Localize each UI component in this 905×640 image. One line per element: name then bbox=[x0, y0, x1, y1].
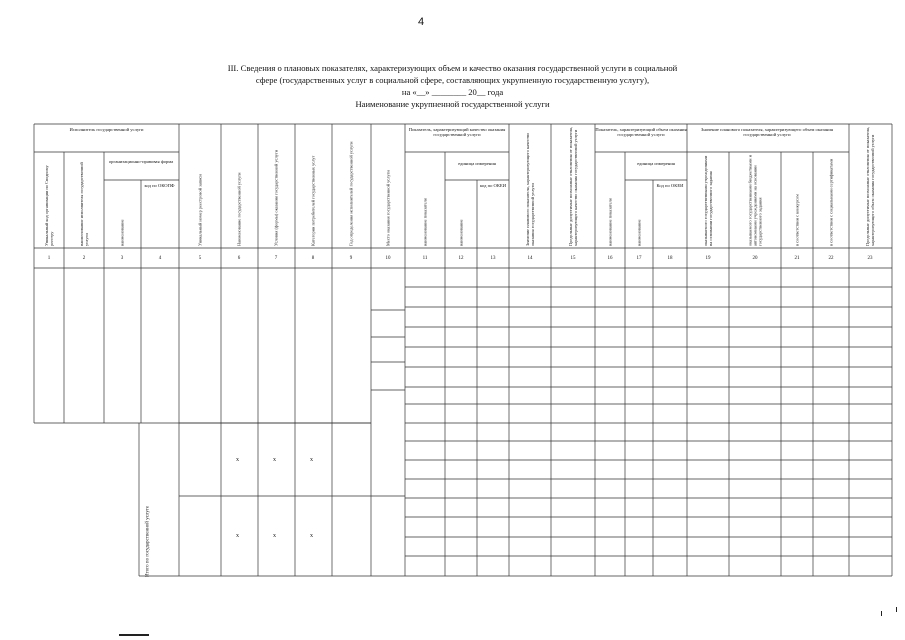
col19-header: оказываемого государственными учреждениями на основании государственного задания bbox=[703, 155, 713, 246]
col-number-22: 22 bbox=[828, 256, 834, 261]
page-number: 4 bbox=[418, 16, 425, 28]
unit-quality-header: единица измерения bbox=[458, 161, 496, 166]
x-mark: x bbox=[273, 533, 276, 539]
quality-indicator-header: Показатель, характеризующий качество оказания государственной услуги bbox=[408, 127, 506, 138]
col4-header: код по ОКОПФ bbox=[144, 183, 175, 188]
col10-header: Место оказания государственной услуги bbox=[385, 170, 391, 246]
heading-line-1: III. Сведения о плановых показателях, характеризующих объем и качество оказания государственной услуги в социальной bbox=[227, 63, 678, 73]
org-form-header: организационно-правовая форма bbox=[108, 159, 174, 164]
col-number-23: 23 bbox=[867, 256, 873, 261]
col16-header: наименование показателя bbox=[607, 198, 613, 246]
col6-header: Наименование государственной услуги bbox=[236, 172, 242, 246]
col9-header: Год определения исполнителей государственной услуги bbox=[348, 141, 354, 246]
col12-header: наименование bbox=[458, 219, 464, 246]
volume-indicator-header: Показатель, характеризующий объем оказания государственной услуги bbox=[595, 127, 687, 138]
col3-header: наименование bbox=[119, 219, 125, 246]
x-mark: x bbox=[310, 457, 313, 463]
col-number-18: 18 bbox=[667, 256, 673, 261]
scan-artifact bbox=[119, 634, 149, 636]
col1-header: Уникальный код организации по Сводному реестру bbox=[44, 165, 54, 246]
x-mark: x bbox=[310, 533, 313, 539]
scan-artifact bbox=[896, 607, 897, 612]
heading-line-4: Наименование укрупненной государственной услуги bbox=[355, 99, 550, 109]
x-mark: x bbox=[236, 457, 239, 463]
col-number-9: 9 bbox=[349, 256, 353, 261]
col-number-8: 8 bbox=[311, 256, 315, 261]
col-number-20: 20 bbox=[752, 256, 758, 261]
col15-header: Предельные допустимые возможные отклонения от показателя, характеризующего качество оказания государственной услуги bbox=[568, 126, 578, 246]
col-number-5: 5 bbox=[198, 256, 202, 261]
col23-header: Предельные допустимые возможные отклонения от показателя, характеризующего объем оказания государственной услуги bbox=[865, 126, 875, 246]
col-number-19: 19 bbox=[705, 256, 711, 261]
heading-line-3: на «__» ________ 20__ года bbox=[401, 87, 504, 97]
unit-volume-header: единица измерения bbox=[637, 161, 675, 166]
col-number-7: 7 bbox=[274, 256, 278, 261]
col-number-4: 4 bbox=[158, 256, 162, 261]
col22-header: в соответствии с социальными сертификатами bbox=[828, 158, 834, 246]
col-number-2: 2 bbox=[82, 256, 86, 261]
col2-header: наименование исполнителя государственной услуги bbox=[79, 162, 89, 246]
col-number-13: 13 bbox=[490, 256, 496, 261]
col-number-21: 21 bbox=[794, 256, 800, 261]
col-number-3: 3 bbox=[120, 256, 124, 261]
col-number-14: 14 bbox=[527, 256, 533, 261]
col-number-15: 15 bbox=[570, 256, 576, 261]
executor-group-header: Исполнитель государственной услуги bbox=[69, 127, 144, 132]
scan-artifact bbox=[881, 611, 882, 616]
col11-header: наименование показателя bbox=[422, 198, 428, 246]
plan-volume-header: Значение планового показателя, характеризующего объем оказания государственной услуги bbox=[701, 127, 833, 138]
col-number-6: 6 bbox=[237, 256, 241, 261]
col7-header: Условия (формы) оказания государственной услуги bbox=[273, 149, 279, 246]
col14-header: Значение планового показателя, характеризующего качество оказания государственной услуги bbox=[525, 132, 535, 246]
col-number-17: 17 bbox=[636, 256, 642, 261]
col-number-11: 11 bbox=[422, 256, 428, 261]
x-mark: x bbox=[273, 457, 276, 463]
col5-header: Уникальный номер реестровой записи bbox=[197, 174, 203, 246]
col-number-1: 1 bbox=[47, 256, 51, 261]
col13-header: код по ОКЕИ bbox=[479, 183, 507, 188]
col17-header: наименование bbox=[636, 219, 642, 246]
col-number-12: 12 bbox=[458, 256, 464, 261]
total-by-service-label: Итого по государственной услуге bbox=[145, 505, 151, 577]
col8-header: Категории потребителей государственных услуг bbox=[310, 155, 316, 246]
col-number-10: 10 bbox=[385, 256, 391, 261]
x-mark: x bbox=[236, 533, 239, 539]
heading-line-2: сфере (государственных услуг в социальной сфере, составляющих укрупненную государственную услугу), bbox=[255, 75, 650, 85]
col21-header: в соответствии с конкурсом bbox=[794, 194, 800, 246]
col20-header: оказываемого государственными бюджетными и автономными учреждениями на основании государственного задания bbox=[747, 155, 763, 246]
col-number-16: 16 bbox=[607, 256, 613, 261]
total-by-service-cell bbox=[139, 466, 157, 578]
col18-header: Код по ОКЕИ bbox=[656, 183, 684, 188]
